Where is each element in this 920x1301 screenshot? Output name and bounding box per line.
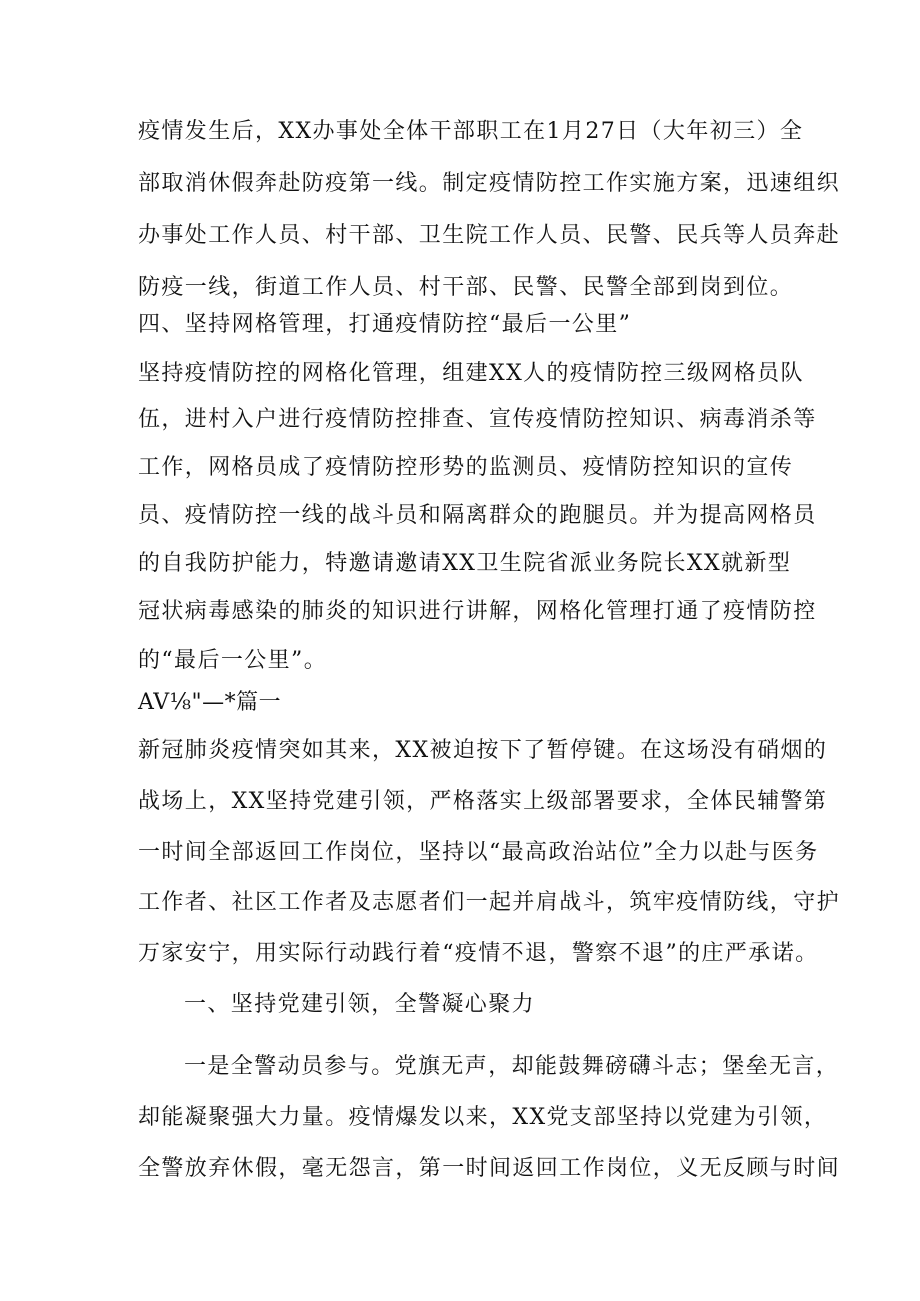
paragraph-line: 万家安宁，用实际行动践行着“疫情不退，警察不退”的庄严承诺。 (138, 941, 819, 966)
paragraph-line: 工作，网格员成了疫情防控形势的监测员、疫情防控知识的宣传 (138, 455, 794, 480)
paragraph-line: 办事处工作人员、村干部、卫生院工作人员、民警、民兵等人员奔赴 (138, 223, 841, 248)
paragraph-line: 一时间全部返回工作岗位，坚持以“最高政治站位”全力以赴与医务 (138, 840, 819, 865)
paragraph-line: 部取消休假奔赴防疫第一线。制定疫情防控工作实施方案，迅速组织 (138, 171, 841, 196)
section-heading: 一、坚持党建引领，全警凝心聚力 (184, 992, 536, 1017)
paragraph-line: 工作者、社区工作者及志愿者们一起并肩战斗，筑牢疫情防线，守护 (138, 890, 841, 915)
paragraph-line: 全警放弃休假，毫无怨言，第一时间返回工作岗位，义无反顾与时间 (138, 1156, 841, 1181)
paragraph-line: 坚持疫情防控的网格化管理，组建XX人的疫情防控三级网格员队 (138, 361, 804, 386)
paragraph-line: 疫情发生后，XX办事处全体干部职工在1月27日（大年初三）全 (138, 119, 804, 144)
paragraph-line: 却能凝聚强大力量。疫情爆发以来，XX党支部坚持以党建为引领， (138, 1105, 828, 1130)
paragraph-line: 的“最后一公里”。 (138, 648, 328, 673)
garbled-section-heading: AV⅛"—*篇一 (138, 690, 282, 715)
paragraph-line: 的自我防护能力，特邀请邀请XX卫生院省派业务院长XX就新型 (138, 551, 792, 576)
paragraph-line: 新冠肺炎疫情突如其来，XX被迫按下了暂停键。在这场没有硝烟的 (138, 738, 828, 763)
paragraph-line: 防疫一线，街道工作人员、村干部、民警、民警全部到岗到位。 (138, 275, 794, 300)
paragraph-line: 战场上，XX坚持党建引领，严格落实上级部署要求，全体民辅警第 (138, 789, 828, 814)
paragraph-line: 冠状病毒感染的肺炎的知识进行讲解，网格化管理打通了疫情防控 (138, 599, 817, 624)
paragraph-line: 伍，进村入户进行疫情防控排查、宣传疫情防控知识、病毒消杀等 (138, 407, 817, 432)
paragraph-line: 员、疫情防控一线的战斗员和隔离群众的跑腿员。并为提高网格员 (138, 503, 817, 528)
paragraph-line: 一是全警动员参与。党旗无声，却能鼓舞磅礴斗志；堡垒无言， (184, 1054, 840, 1079)
section-heading: 四、坚持网格管理，打通疫情防控“最后一公里” (138, 312, 632, 337)
